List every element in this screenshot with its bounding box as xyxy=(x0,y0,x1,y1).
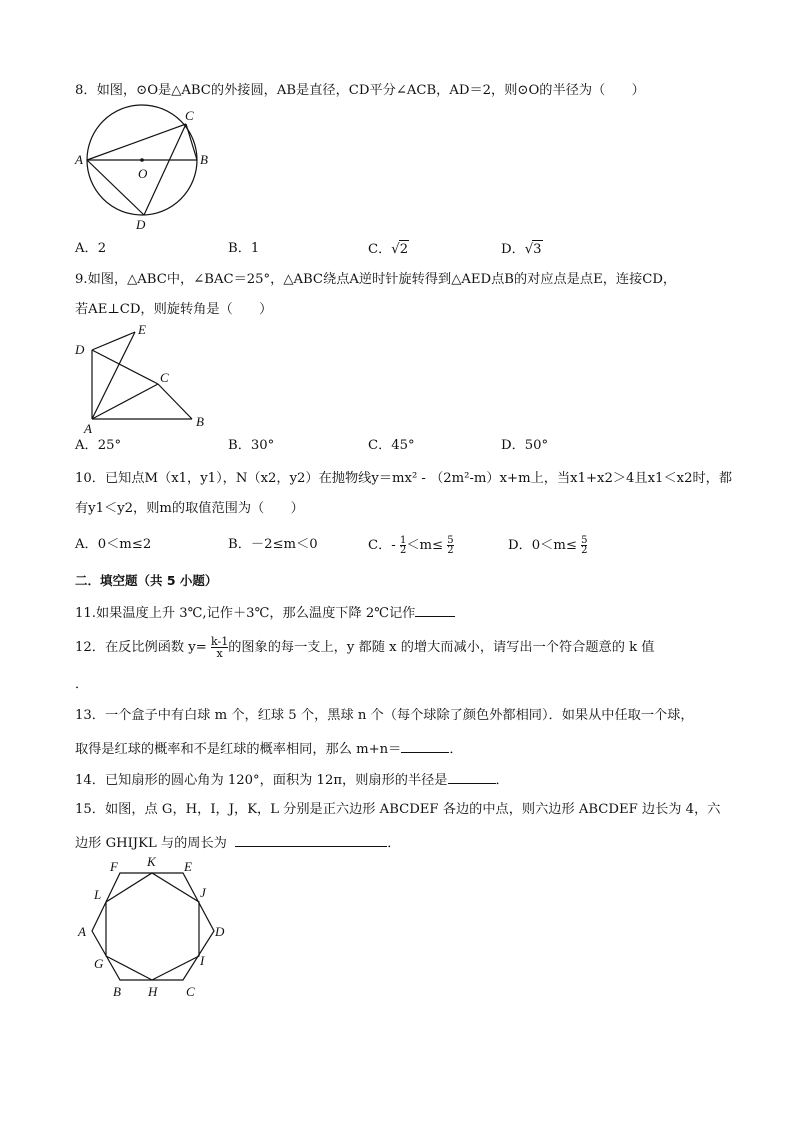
segment-cb xyxy=(186,124,197,160)
svg-text:K: K xyxy=(147,854,156,869)
q10-option-c: C．- $\frac{1}{2}$ ＜m≤ $\frac{5}{2}$ xyxy=(368,535,454,556)
q8-option-d: D．√3 xyxy=(501,242,542,257)
label-o: O xyxy=(138,166,148,181)
q10-line1: 10．已知点M（x1，y1），N（x2，y2）在抛物线y＝mx² - （2m²-m）x+m上，当x1+x2＞4且x1＜x2时，都 xyxy=(75,471,733,486)
q9-option-d: D．50° xyxy=(501,438,549,453)
q14-answer-blank xyxy=(448,769,496,784)
segment-cd xyxy=(144,124,186,215)
hexagon-abcdef xyxy=(92,873,214,980)
label-a: A xyxy=(75,152,83,167)
hexagon-ghijkl xyxy=(106,873,199,980)
svg-text:J: J xyxy=(200,885,206,900)
frac-5-2-d: $\frac{5}{2}$ xyxy=(581,535,588,556)
q8-option-a: A．2 xyxy=(75,241,107,256)
svg-text:E: E xyxy=(138,322,146,337)
section-title: 二．填空题（共 5 小题） xyxy=(75,573,218,588)
q9-rotation-figure xyxy=(70,322,210,436)
svg-text:D: D xyxy=(75,342,85,357)
segment-ac xyxy=(87,124,186,160)
q9-line2: 若AE⊥CD，则旋转角是（ ） xyxy=(75,302,273,317)
sqrt-2: 2 xyxy=(399,242,409,257)
frac-5-2-c: $\frac{5}{2}$ xyxy=(447,535,454,556)
svg-text:C: C xyxy=(160,370,169,385)
svg-text:A: A xyxy=(78,924,86,939)
q13-line1: 13．一个盒子中有白球 m 个，红球 5 个，黑球 n 个（每个球除了颜色外都相同）．如果从中任取一个球， xyxy=(75,708,694,723)
sqrt-3: 3 xyxy=(533,242,542,257)
svg-text:G: G xyxy=(94,956,104,971)
q10-option-a: A．0＜m≤2 xyxy=(75,537,152,552)
q15-answer-blank xyxy=(235,832,387,847)
q9-option-a: A．25° xyxy=(75,438,122,453)
label-b: B xyxy=(200,152,208,167)
q13-answer-blank xyxy=(401,738,449,753)
q10-line2: 有y1＜y2，则m的取值范围为（ ） xyxy=(75,501,304,516)
q15-hexagon-figure xyxy=(70,853,240,1003)
q11-answer-blank xyxy=(415,602,455,617)
label-d: D xyxy=(136,217,146,232)
q10-option-d: D．0＜m≤ $\frac{5}{2}$ xyxy=(508,535,588,556)
q8-option-c: C．√2 xyxy=(368,242,409,257)
q9-option-b: B．30° xyxy=(228,438,275,453)
q8-stem: 8．如图，⊙O是△ABC的外接圆，AB是直径，CD平分∠ACB，AD＝2，则⊙O的半径为（ ） xyxy=(75,83,645,98)
frac-1-2: $\frac{1}{2}$ xyxy=(399,535,407,556)
q11: 11.如果温度上升 3℃,记作＋3℃，那么温度下降 2℃记作 xyxy=(75,602,455,623)
q9-option-c: C．45° xyxy=(368,438,415,453)
center-dot xyxy=(140,158,144,162)
svg-text:L: L xyxy=(94,887,102,902)
svg-text:D: D xyxy=(215,924,225,939)
svg-text:A: A xyxy=(84,421,92,436)
q12-line1: 12．在反比例函数 y= $\frac{k-1}{x}$ 的图象的每一支上，y 都随 x 的增大而减小，请写出一个符合题意的 k 值 xyxy=(75,635,655,660)
q8-option-b: B．1 xyxy=(228,241,260,256)
svg-text:H: H xyxy=(148,984,158,999)
q13-line2: 取得是红球的概率和不是红球的概率相同，那么 m+n＝ ． xyxy=(75,738,463,759)
svg-text:E: E xyxy=(184,859,192,874)
svg-text:C: C xyxy=(186,984,195,999)
label-c: C xyxy=(185,108,194,123)
svg-text:B: B xyxy=(113,984,121,999)
q9-line1: 9.如图，△ABC中，∠BAC＝25°，△ABC绕点A逆时针旋转得到△AED点B的对应点是点E，连接CD， xyxy=(75,272,677,287)
q8-circle-figure xyxy=(70,108,230,233)
svg-text:I: I xyxy=(200,953,205,968)
q10-option-b: B．－2≤m＜0 xyxy=(228,537,318,552)
q15-line2: 边形 GHIJKL 与的周长为 ． xyxy=(75,832,400,853)
q12-line2: ． xyxy=(75,677,89,692)
svg-text:F: F xyxy=(110,859,118,874)
segment-ad xyxy=(87,160,144,215)
q14: 14．已知扇形的圆心角为 120°，面积为 12π，则扇形的半径是 ． xyxy=(75,769,509,790)
q15-line1: 15．如图，点 G，H，I，J，K，L 分别是正六边形 ABCDEF 各边的中点，则六边形 ABCDEF 边长为 4，六 xyxy=(75,802,721,817)
svg-text:B: B xyxy=(196,414,204,429)
q12-fraction: $\frac{k-1}{x}$ xyxy=(211,635,229,660)
